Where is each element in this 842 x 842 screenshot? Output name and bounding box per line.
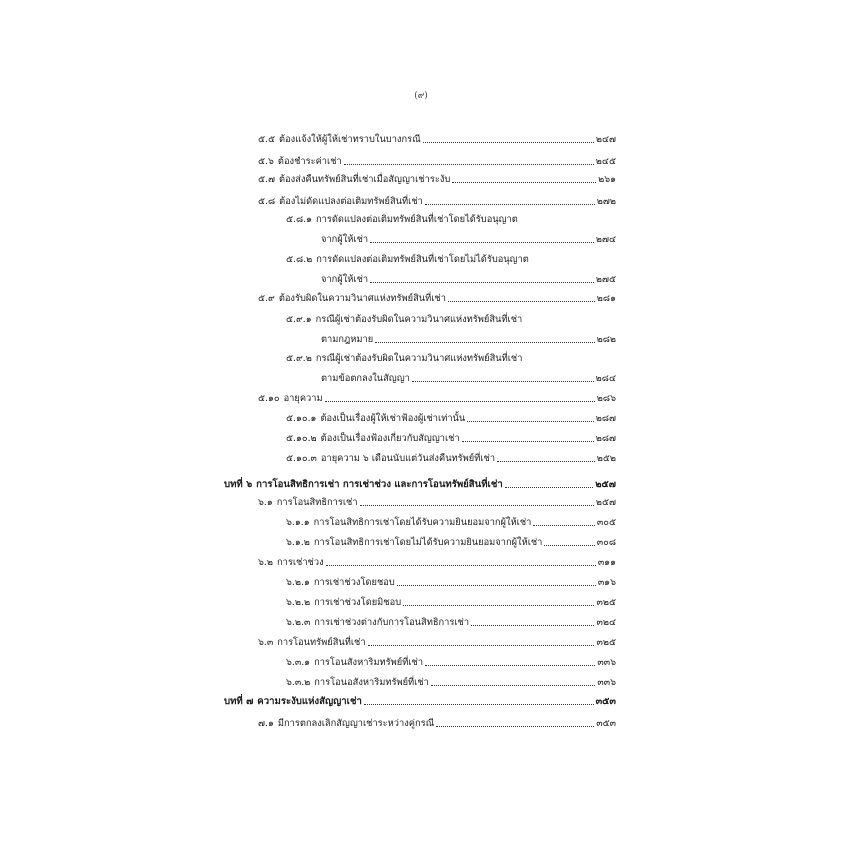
toc-entry [258, 168, 616, 186]
toc-entry-number: ๕.๑๐.๓ [286, 453, 317, 464]
toc-entry-page: ๒๕๒ [596, 453, 616, 464]
toc-entry-page: ๒๔๗ [595, 134, 616, 145]
toc-entry-number: ๕.๙ [258, 293, 275, 304]
leader-dots [344, 163, 594, 165]
toc-entry-title: ต้องชำระค่าเช่า [277, 156, 342, 167]
toc-entry [258, 712, 616, 730]
leader-dots [325, 400, 595, 402]
leader-dots [467, 420, 593, 422]
toc-entry-page: ๒๖๑ [598, 174, 616, 185]
chapter-number: บทที่ ๗ [224, 696, 254, 707]
toc-entry-page: ๒๕๗ [595, 497, 616, 508]
toc-entry [286, 671, 616, 689]
toc-entry-title: ต้องรับผิดในความวินาศแห่งทรัพย์สินที่เช่า [278, 293, 446, 304]
toc-entry-page: ๓๑๖ [597, 577, 616, 588]
toc-entry-page: ๓๐๕ [596, 517, 616, 528]
toc-entry [258, 551, 616, 569]
leader-dots [375, 341, 594, 343]
chapter-title: การโอนสิทธิการเช่า การเช่าช่วง และการโอนทรัพย์สินที่เช่า [256, 479, 503, 490]
toc-entry [286, 407, 616, 425]
toc-entry [286, 427, 616, 445]
toc-entry-number: ๖.๒.๒ [286, 597, 311, 608]
toc-entry-number: ๕.๖ [258, 156, 274, 167]
toc-entry-number: ๕.๙.๒ [286, 353, 312, 364]
leader-dots [431, 684, 596, 686]
toc-entry [258, 190, 616, 208]
toc-entry [258, 150, 616, 168]
leader-dots [425, 664, 595, 666]
toc-entry-page: ๒๕๗ [595, 479, 616, 490]
toc-entry-title: ต้องไม่ดัดแปลงต่อเติมทรัพย์สินที่เช่า [279, 196, 423, 207]
toc-entry-title: การโอนสิทธิการเช่าโดยไม่ได้รับความยินยอมจากผู้ให้เช่า [313, 537, 543, 548]
toc-entry-title: การโอนสิทธิการเช่าโดยได้รับความยินยอมจากผู้ให้เช่า [313, 517, 532, 528]
toc-entry-title: การเช่าช่วงโดยมิชอบ [314, 597, 402, 608]
toc-entry-continuation [321, 367, 616, 385]
toc-entry [258, 128, 616, 146]
toc-entry-title-continued: ตามข้อตกลงในสัญญา [321, 373, 410, 384]
toc-entry-page: ๓๓๖ [597, 657, 616, 668]
toc-entry-number: ๖.๒.๑ [286, 577, 310, 588]
leader-dots [533, 524, 595, 526]
toc-entry-number: ๕.๑๐.๒ [286, 433, 317, 444]
toc-entry [258, 287, 616, 305]
toc-entry-title: การโอนสิทธิการเช่า [276, 497, 358, 508]
toc-entry-number: ๖.๑.๑ [286, 517, 310, 528]
leader-dots [326, 564, 596, 566]
leader-dots [436, 725, 594, 727]
leader-dots [360, 504, 594, 506]
toc-entry [286, 591, 616, 609]
toc-entry-page: ๓๒๕ [596, 597, 616, 608]
toc-entry-title: กรณีผู้เช่าต้องรับผิดในความวินาศแห่งทรัพย์สินที่เช่า [315, 353, 523, 364]
toc-entry-continuation [321, 228, 616, 246]
toc-entry [258, 491, 616, 509]
toc-entry [286, 248, 616, 266]
toc-entry-page: ๒๘๑ [596, 293, 616, 304]
toc-entry-title: การโอนทรัพย์สินที่เช่า [277, 637, 366, 648]
leader-dots [370, 281, 594, 283]
leader-dots [452, 181, 596, 183]
toc-entry [286, 447, 616, 465]
toc-entry-title: การโอนสังหาริมทรัพย์ที่เช่า [314, 657, 424, 668]
leader-dots [497, 460, 595, 462]
toc-entry-page: ๒๗๕ [595, 274, 616, 285]
toc-entry-title: การเช่าช่วงต่างกับการโอนสิทธิการเช่า [314, 617, 470, 628]
toc-entry [286, 511, 616, 529]
toc-entry-continuation [321, 268, 616, 286]
toc-entry-number: ๕.๘.๑ [286, 214, 313, 225]
toc-entry-title: การเช่าช่วง [277, 557, 324, 568]
toc-entry-page: ๒๘๔ [595, 373, 616, 384]
toc-entry [286, 611, 616, 629]
leader-dots [544, 544, 594, 546]
toc-chapter-entry [224, 690, 616, 708]
leader-dots [423, 141, 594, 143]
toc-entry-number: ๖.๑.๒ [286, 537, 310, 548]
toc-entry-title: กรณีผู้เช่าต้องรับผิดในความวินาศแห่งทรัพย์สินที่เช่า [315, 314, 523, 325]
toc-entry-page: ๓๕๓ [596, 718, 616, 729]
toc-entry-title: ต้องแจ้งให้ผู้ให้เช่าทราบในบางกรณี [279, 134, 421, 145]
chapter-title: ความระงับแห่งสัญญาเช่า [257, 696, 362, 707]
toc-entry-page: ๒๗๒ [596, 196, 616, 207]
toc-entry-title: การดัดแปลงต่อเติมทรัพย์สินที่เช่าโดยได้รับอนุญาต [316, 214, 518, 225]
leader-dots [364, 703, 594, 705]
toc-entry-title: อายุความ [283, 393, 323, 404]
leader-dots [403, 604, 594, 606]
leader-dots [370, 241, 594, 243]
toc-entry-page: ๓๓๖ [597, 677, 616, 688]
toc-entry-number: ๖.๑ [258, 497, 273, 508]
toc-entry [258, 387, 616, 405]
toc-entry [286, 347, 616, 365]
toc-entry-title: การโอนอสังหาริมทรัพย์ที่เช่า [314, 677, 429, 688]
toc-entry-number: ๖.๒ [258, 557, 273, 568]
toc-entry [286, 531, 616, 549]
toc-entry-continuation [321, 328, 616, 346]
toc-entry [286, 208, 616, 226]
leader-dots [397, 584, 596, 586]
toc-entry-number: ๗.๑ [258, 718, 274, 729]
toc-entry-page: ๒๗๔ [595, 234, 616, 245]
toc-entry [286, 308, 616, 326]
toc-entry-page: ๒๘๖ [596, 393, 616, 404]
toc-entry-page: ๓๒๕ [596, 637, 616, 648]
toc-entry-page: ๒๘๒ [596, 334, 616, 345]
toc-entry-page: ๓๒๔ [596, 617, 616, 628]
toc-entry-title-continued: ตามกฎหมาย [321, 334, 374, 345]
leader-dots [368, 644, 595, 646]
toc-entry-number: ๖.๒.๓ [286, 617, 311, 628]
toc-entry-number: ๕.๙.๑ [286, 314, 312, 325]
leader-dots [471, 624, 594, 626]
toc-entry-title: ต้องเป็นเรื่องผู้ให้เช่าฟ้องผู้เช่าเท่านั้น [320, 413, 466, 424]
toc-entry-number: ๖.๓.๒ [286, 677, 311, 688]
toc-entry-title: มีการตกลงเลิกสัญญาเช่าระหว่างคู่กรณี [277, 718, 435, 729]
toc-entry [286, 651, 616, 669]
toc-entry-number: ๕.๑๐.๑ [286, 413, 317, 424]
toc-entry [286, 571, 616, 589]
leader-dots [425, 203, 595, 205]
toc-entry-number: ๕.๕ [258, 134, 276, 145]
toc-entry-page: ๓๐๘ [596, 537, 616, 548]
toc-entry [258, 631, 616, 649]
toc-entry-title-continued: จากผู้ให้เช่า [321, 234, 369, 245]
toc-chapter-entry [224, 473, 616, 491]
leader-dots [412, 380, 594, 382]
page-number: (๙) [414, 91, 428, 101]
toc-entry-number: ๖.๓.๑ [286, 657, 311, 668]
toc-entry-title: ต้องส่งคืนทรัพย์สินที่เช่าเมื่อสัญญาเช่าระงับ [278, 174, 451, 185]
toc-entry-page: ๒๘๗ [595, 433, 616, 444]
toc-entry-title-continued: จากผู้ให้เช่า [321, 274, 369, 285]
leader-dots [448, 300, 595, 302]
toc-entry-title: ต้องเป็นเรื่องฟ้องเกี่ยวกับสัญญาเช่า [320, 433, 460, 444]
toc-entry-number: ๕.๗ [258, 174, 275, 185]
leader-dots [462, 440, 594, 442]
toc-entry-title: การเช่าช่วงโดยชอบ [313, 577, 395, 588]
toc-entry-number: ๖.๓ [258, 637, 274, 648]
toc-entry-number: ๕.๑๐ [258, 393, 280, 404]
toc-entry-title: อายุความ ๖ เดือนนับแต่วันส่งคืนทรัพย์ที่เช่า [320, 453, 496, 464]
toc-entry-number: ๕.๘ [258, 196, 276, 207]
toc-entry-title: การดัดแปลงต่อเติมทรัพย์สินที่เช่าโดยไม่ได้รับอนุญาต [316, 254, 529, 265]
leader-dots [505, 486, 593, 488]
toc-entry-page: ๒๘๗ [595, 413, 616, 424]
toc-entry-number: ๕.๘.๒ [286, 254, 313, 265]
chapter-number: บทที่ ๖ [224, 479, 253, 490]
toc-entry-page: ๓๕๓ [595, 696, 616, 707]
toc-entry-page: ๓๑๑ [597, 557, 616, 568]
toc-entry-page: ๒๔๕ [595, 156, 616, 167]
